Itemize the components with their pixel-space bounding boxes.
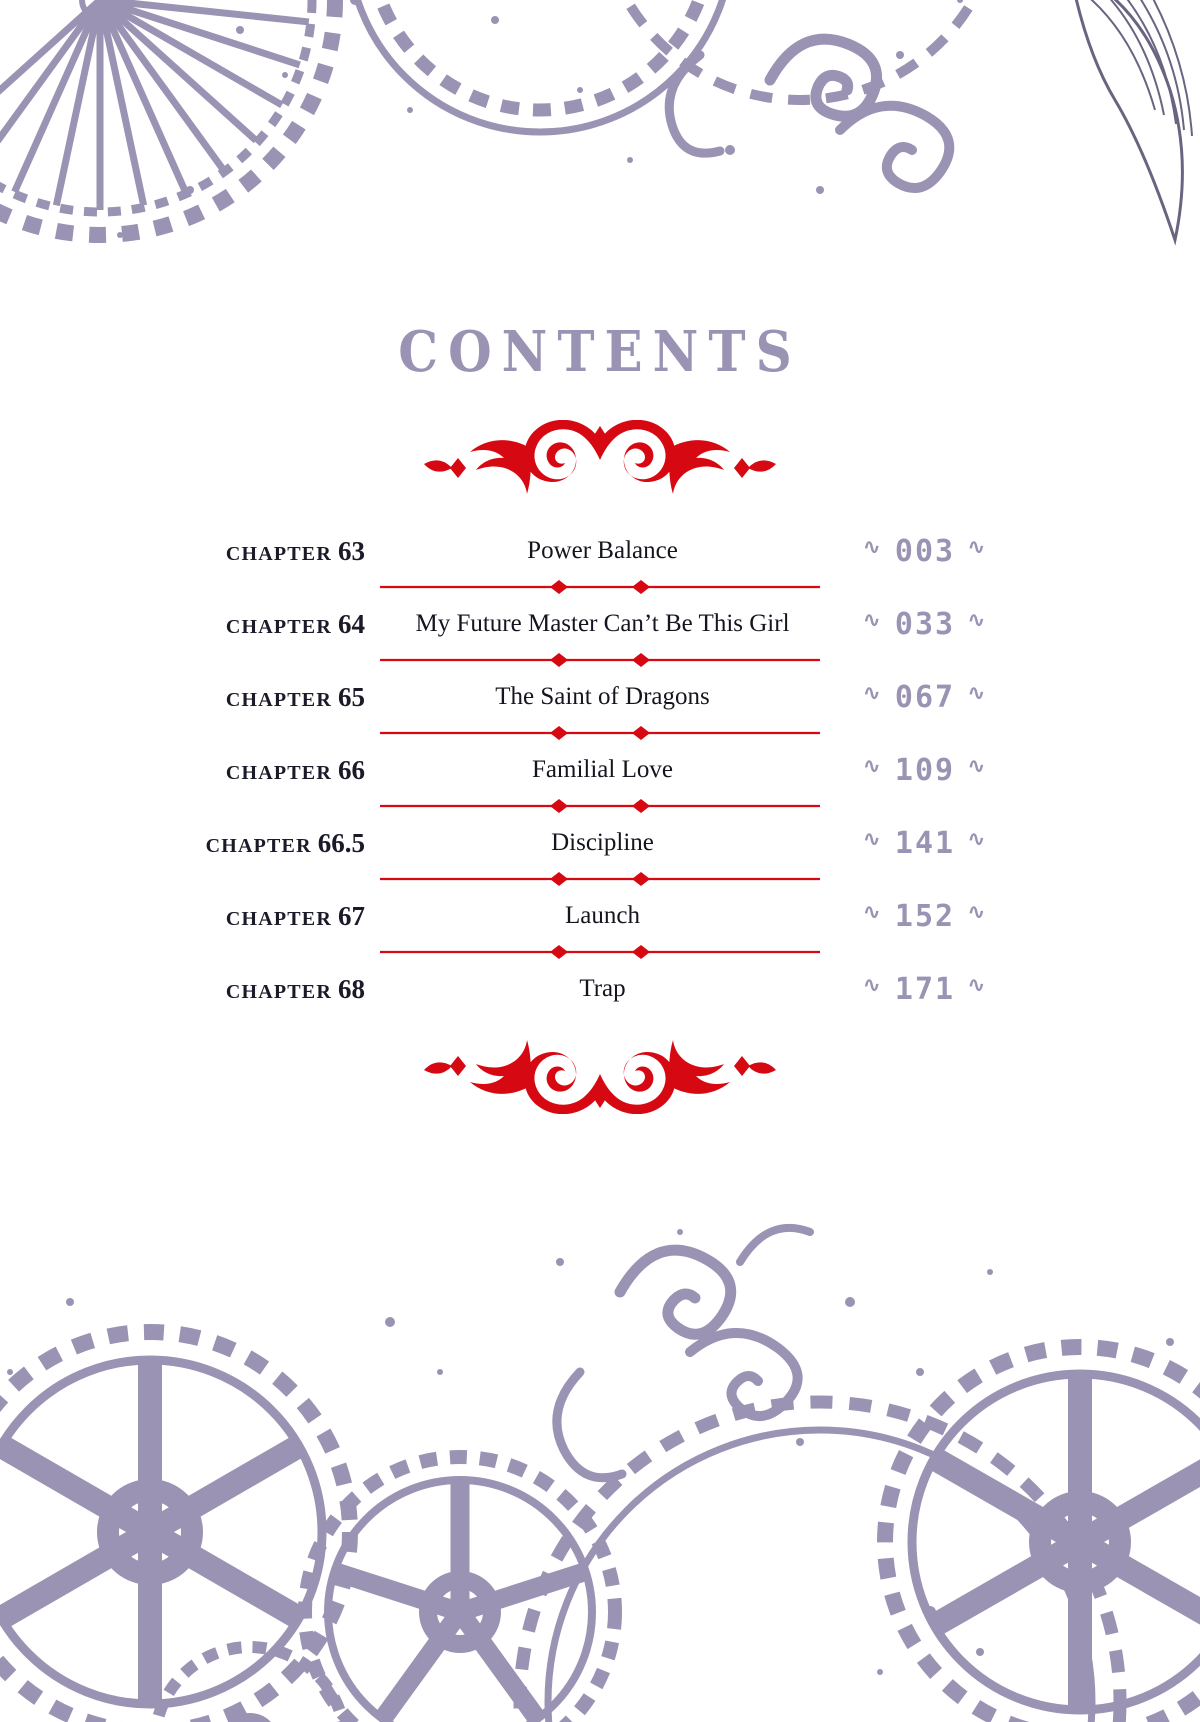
page-marker-right-icon: ∿ xyxy=(967,534,988,560)
top-border-gears-decoration xyxy=(0,0,1200,300)
chapter-number: 65 xyxy=(338,681,365,712)
chapter-number: 67 xyxy=(338,900,365,931)
chapter-title: Trap xyxy=(579,975,626,1002)
chapter-number: 68 xyxy=(338,973,365,1004)
ornament-bottom-icon xyxy=(410,1028,790,1114)
page-marker-left-icon: ∿ xyxy=(862,753,883,779)
chapter-word: CHAPTER xyxy=(225,542,332,565)
chapter-page xyxy=(840,826,1010,861)
toc-divider xyxy=(190,647,1010,674)
chapter-word: CHAPTER xyxy=(225,980,332,1003)
page-marker-right-icon: ∿ xyxy=(967,972,988,998)
page-marker-right-icon: ∿ xyxy=(967,899,988,925)
toc-entry[interactable] xyxy=(190,747,1010,793)
chapter-label xyxy=(190,682,365,713)
chapter-number: 66.5 xyxy=(317,827,365,858)
page-marker-left-icon: ∿ xyxy=(862,972,883,998)
page-marker-right-icon: ∿ xyxy=(967,753,988,779)
chapter-label xyxy=(190,901,365,932)
page-number: 141 xyxy=(894,825,956,861)
contents-list xyxy=(190,528,1010,1012)
chapter-word: CHAPTER xyxy=(225,907,332,930)
page-number: 067 xyxy=(894,679,956,715)
page-number: 109 xyxy=(894,752,956,788)
toc-divider xyxy=(190,939,1010,966)
chapter-number: 63 xyxy=(338,535,365,566)
page-marker-left-icon: ∿ xyxy=(862,899,883,925)
toc-entry[interactable] xyxy=(190,674,1010,720)
toc-divider xyxy=(190,866,1010,893)
chapter-title: Power Balance xyxy=(527,537,678,564)
chapter-page xyxy=(840,753,1010,788)
toc-entry[interactable] xyxy=(190,966,1010,1012)
page-number: 152 xyxy=(894,898,956,934)
chapter-label xyxy=(190,536,365,567)
page-number: 171 xyxy=(894,971,956,1007)
ornament-top-icon xyxy=(410,420,790,506)
toc-divider xyxy=(190,720,1010,747)
page-title-wrap xyxy=(0,318,1200,385)
toc-entry[interactable] xyxy=(190,820,1010,866)
page-marker-left-icon: ∿ xyxy=(862,607,883,633)
chapter-number: 66 xyxy=(338,754,365,785)
page-title: CONTENTS xyxy=(398,318,802,385)
chapter-label xyxy=(190,828,365,859)
page-marker-right-icon: ∿ xyxy=(967,680,988,706)
chapter-page xyxy=(840,972,1010,1007)
chapter-word: CHAPTER xyxy=(225,688,332,711)
chapter-number: 64 xyxy=(338,608,365,639)
toc-divider xyxy=(190,574,1010,601)
chapter-title: Discipline xyxy=(551,829,654,856)
chapter-word: CHAPTER xyxy=(205,834,312,857)
page-marker-left-icon: ∿ xyxy=(862,534,883,560)
chapter-title: Launch xyxy=(565,902,640,929)
chapter-page xyxy=(840,607,1010,642)
page-marker-left-icon: ∿ xyxy=(862,826,883,852)
chapter-label xyxy=(190,974,365,1005)
page-marker-left-icon: ∿ xyxy=(862,680,883,706)
chapter-page xyxy=(840,680,1010,715)
chapter-title: Familial Love xyxy=(532,756,673,783)
page-number: 003 xyxy=(894,533,956,569)
toc-entry[interactable] xyxy=(190,601,1010,647)
chapter-title: My Future Master Can’t Be This Girl xyxy=(415,610,790,637)
chapter-word: CHAPTER xyxy=(225,615,332,638)
chapter-label xyxy=(190,609,365,640)
page-number: 033 xyxy=(894,606,956,642)
chapter-page xyxy=(840,534,1010,569)
chapter-title: The Saint of Dragons xyxy=(495,683,710,710)
toc-entry[interactable] xyxy=(190,893,1010,939)
page-marker-right-icon: ∿ xyxy=(967,826,988,852)
chapter-page xyxy=(840,899,1010,934)
chapter-label xyxy=(190,755,365,786)
bottom-border-gears-decoration xyxy=(0,1142,1200,1722)
toc-entry[interactable] xyxy=(190,528,1010,574)
chapter-word: CHAPTER xyxy=(225,761,332,784)
toc-divider xyxy=(190,793,1010,820)
page-marker-right-icon: ∿ xyxy=(967,607,988,633)
